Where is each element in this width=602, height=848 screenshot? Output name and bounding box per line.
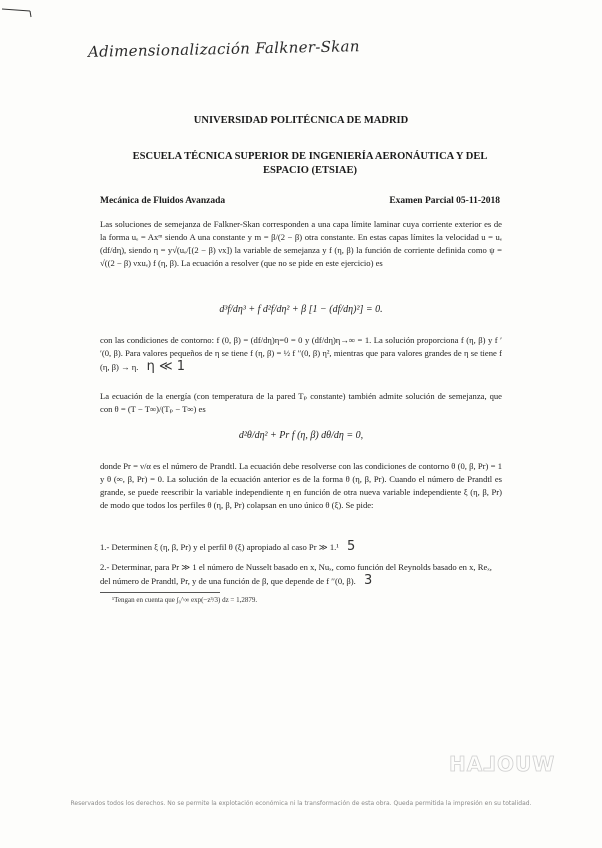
pen-stroke-mark [0, 6, 48, 18]
wuolah-watermark: WUOLAH [448, 752, 555, 776]
energy-paragraph: La ecuación de la energía (con temperatura de la pared Tₚ constante) también admite solución de semejanza, que con θ = (T − T∞)/(Tₚ − T∞) es [100, 391, 502, 414]
question-2-text: 2.- Determinar, para Pr ≫ 1 el número de Nusselt basado en x, Nuₓ, como función del Reynolds basado en x, Reₓ, del número de Prandtl, Pr, y de una función de β, que depende de f ′′(0, β). [100, 562, 492, 586]
boundary-conditions-text: con las condiciones de contorno: f (0, β) = (df/dη)η=0 = 0 y (df/dη)η→∞ = 1. La solución proporciona f (η, β) y f ′′(0, β). Para valores pequeños de η se tiene f (η, β) = ½ f ′′(0, β) η², mientras que para valores grandes de η se tiene f (η, β) → η. [100, 335, 502, 372]
subject-row [100, 196, 500, 206]
prandtl-paragraph: donde Pr = ν/α es el número de Prandtl. La ecuación debe resolverse con las condiciones de contorno θ (0, β, Pr) = 1 y θ (∞, β, Pr) = 0. La solución de la ecuación anterior es de la forma θ (η, β, Pr). Cuando el número de Prandtl es grande, se puede reescribir la variable independiente η en función de otra nueva variable independiente ξ (η, β, Pr) de modo que todos los perfiles θ (η, β, Pr) colapsan en uno único θ (ξ). Se pide: [100, 461, 502, 510]
question-1-score: 5 [347, 539, 356, 554]
university-name: UNIVERSIDAD POLITÉCNICA DE MADRID [193, 115, 409, 126]
falkner-skan-equation: d³f/dη³ + f d²f/dη² + β [1 − (df/dη)²] = 0. [219, 304, 383, 315]
handwritten-note: η ≪ 1 [146, 359, 185, 374]
intro-paragraph: Las soluciones de semejanza de Falkner-Skan corresponden a una capa límite laminar cuya corriente exterior es de la forma uₑ = Axᵐ siendo A una constante y m = β/(2 − β) otra constante. En estas capas límites la velocidad u = uₑ (df/dη), siendo η = y√(uₑ/[(2 − β) νx]) la variable de semejanza y f (η, β) la función de corriente definida como ψ = √((2 − β) νxuₑ) f (η, β). La ecuación a resolver (que no se pide en este ejercicio) es [100, 219, 502, 268]
energy-equation: d²θ/dη² + Pr f (η, β) dθ/dη = 0, [238, 430, 364, 441]
exam-date: Examen Parcial 05-11-2018 [389, 196, 500, 206]
rights-notice: Reservados todos los derechos. No se permite la explotación económica ni la transformación de esta obra. Queda permitida la impresión en su totalidad. [70, 800, 532, 807]
subject-title: Mecánica de Fluidos Avanzada [100, 196, 226, 206]
question-2-score: 3 [363, 573, 373, 588]
handwritten-title: Adimensionalización Falkner-Skan [87, 37, 360, 61]
footnote: ¹Tengan en cuenta que ∫₀^∞ exp(−z³/3) dz = 1,2879. [112, 596, 258, 604]
question-2 [100, 561, 502, 588]
question-1 [100, 540, 502, 554]
footnote-divider [100, 592, 220, 593]
question-1-text: 1.- Determinen ξ (η, β, Pr) y el perfil θ (ξ) apropiado al caso Pr ≫ 1.¹ [100, 542, 339, 552]
school-name: ESCUELA TÉCNICA SUPERIOR DE INGENIERÍA AERONÁUTICA Y DEL ESPACIO (ETSIAE) [132, 151, 488, 176]
boundary-conditions-paragraph [100, 334, 502, 374]
